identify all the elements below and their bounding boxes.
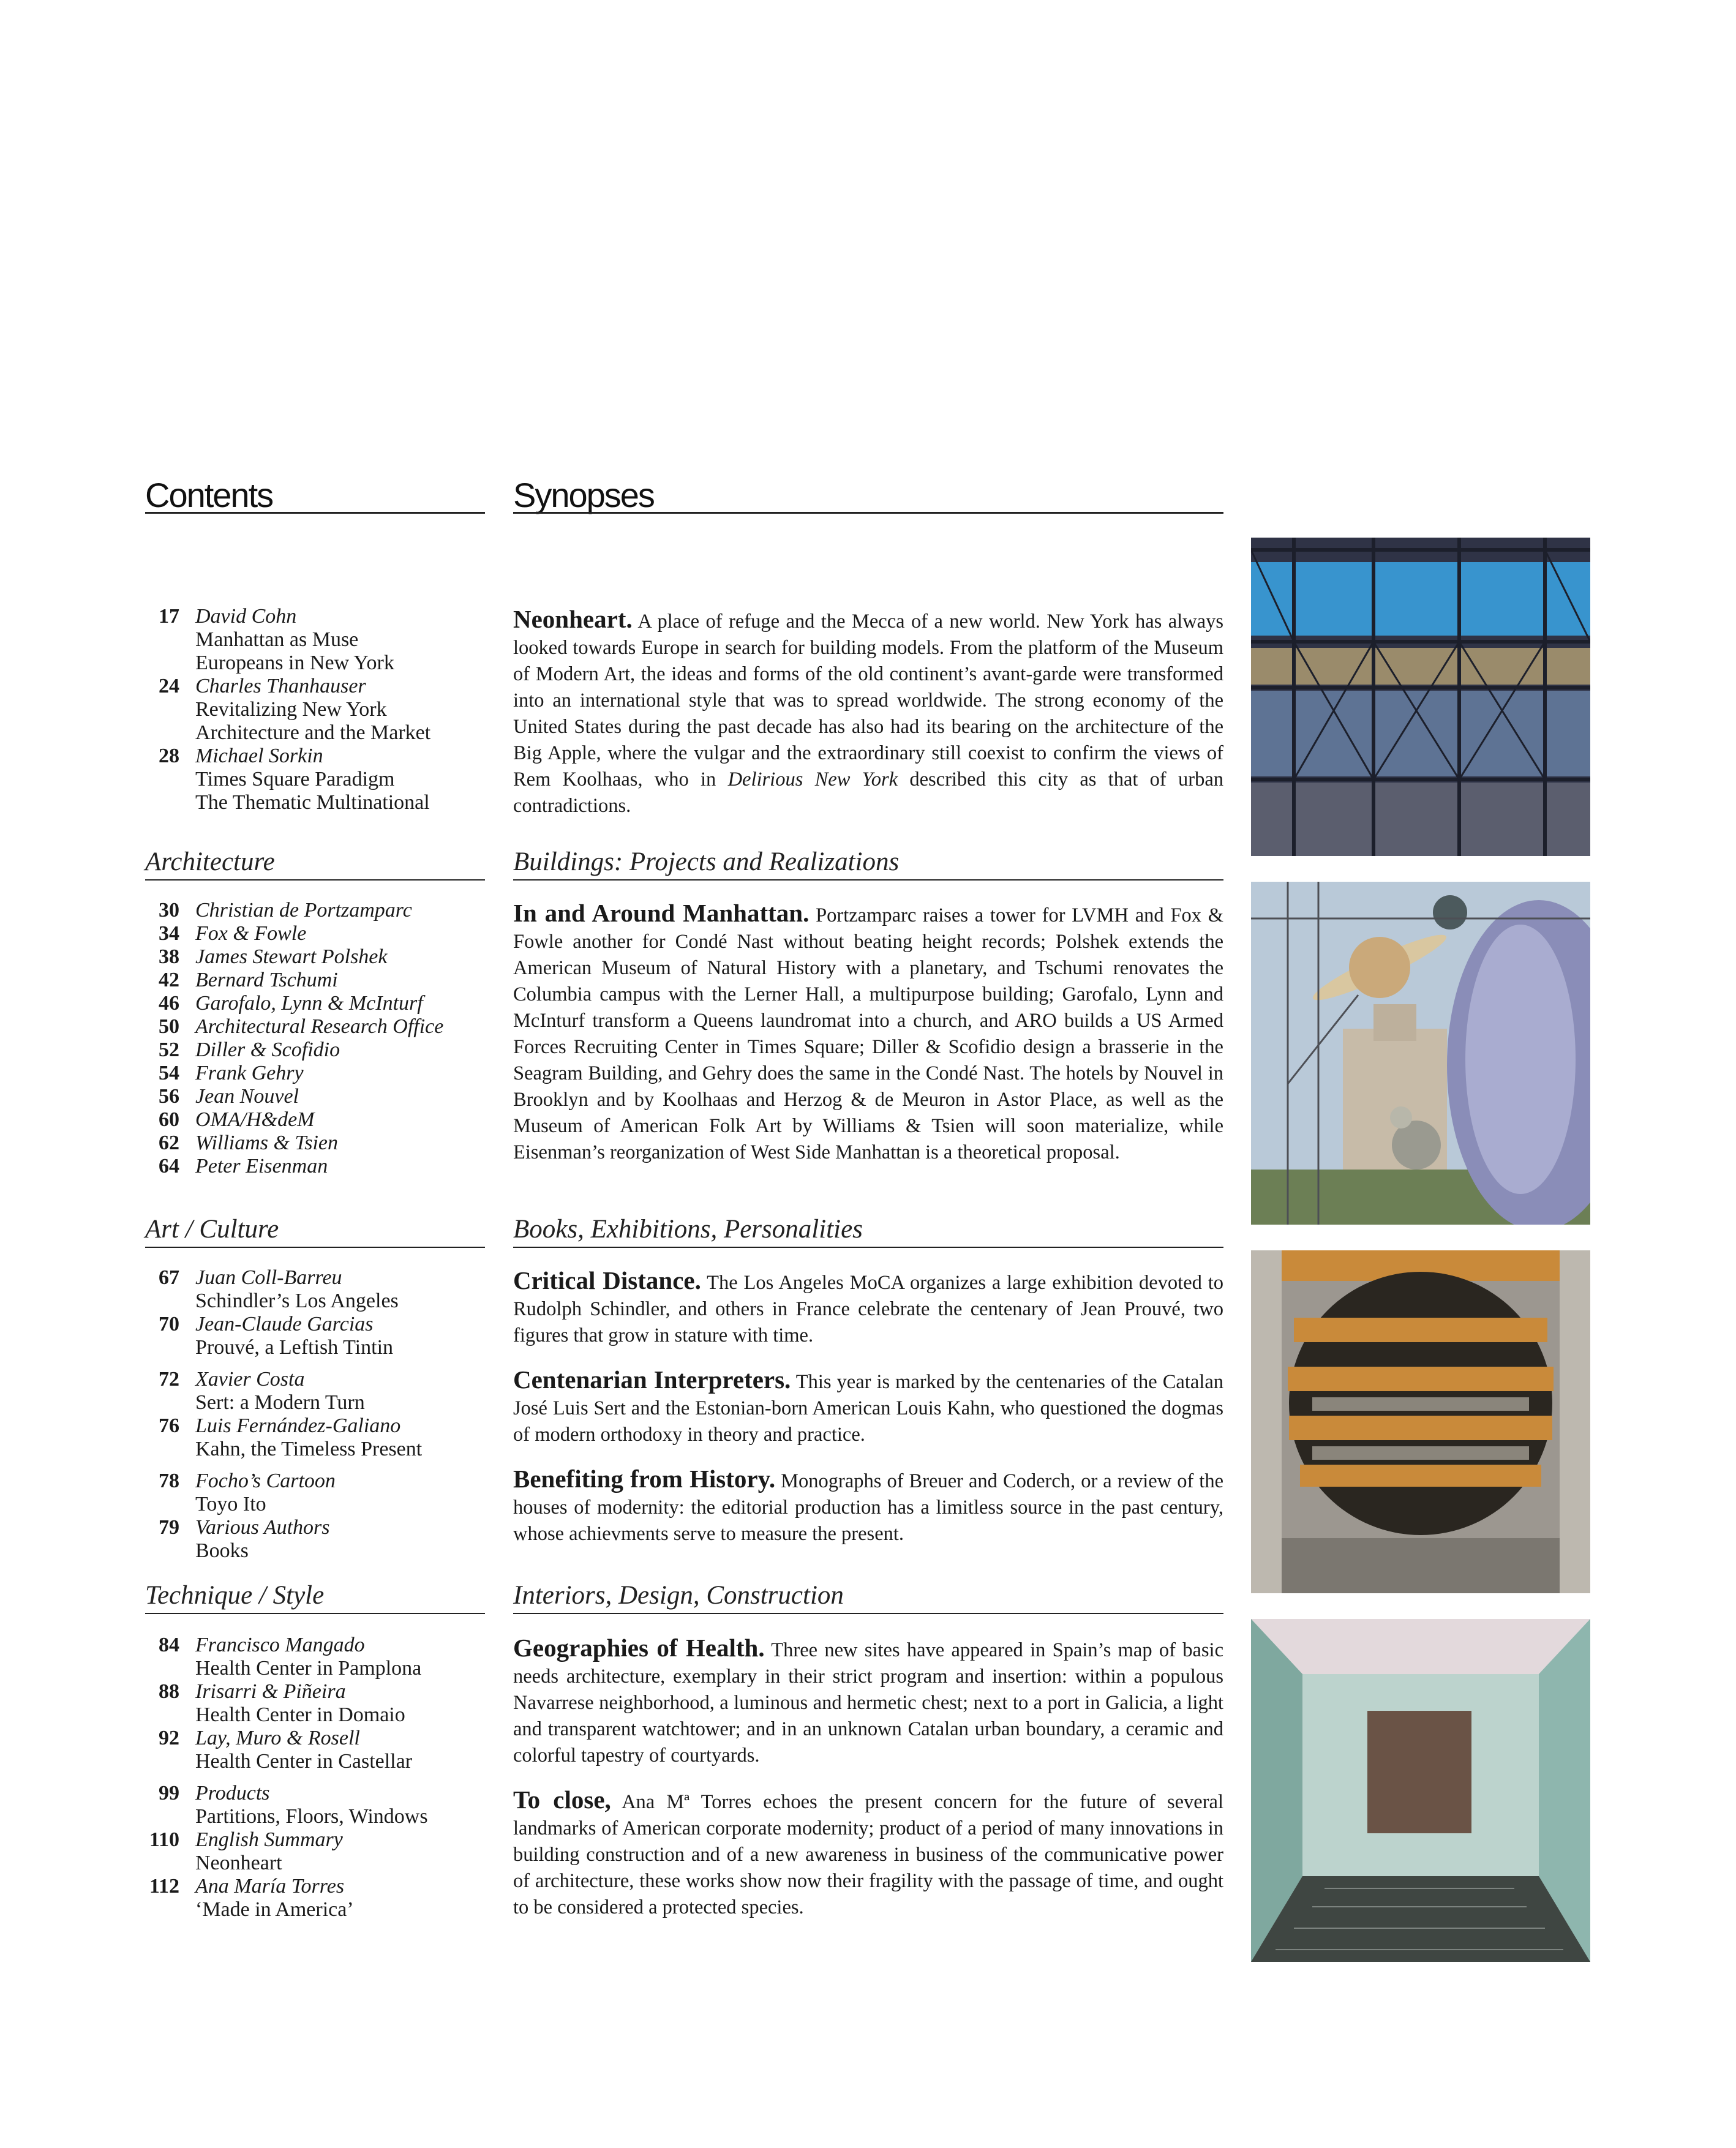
toc-entry[interactable] — [145, 1062, 488, 1085]
toc-entry[interactable] — [145, 969, 488, 992]
toc-page-number: 54 — [159, 1062, 179, 1084]
toc-author: David Cohn — [195, 605, 297, 628]
synopsis-text: A place of refuge and the Mecca of a new world. New York has always looked towards Europe in search for building models. From the platform of the Museum of Modern Art, the ideas and forms of the old continent’s avant-garde were transformed into an international style that was to spread worldwide. The strong economy of the United States during the past decade has also had its bearing on the architecture of the Big Apple, where the vulgar and the extraordinary still coexist to confirm the views of Rem Koolhaas, who in — [513, 610, 1223, 790]
toc-page-number: 88 — [159, 1680, 179, 1703]
toc-entry[interactable] — [145, 1828, 488, 1875]
toc-author: James Stewart Polshek — [195, 945, 388, 968]
toc-entry[interactable] — [145, 1313, 488, 1359]
toc-title: Partitions, Floors, Windows — [195, 1805, 428, 1828]
toc-author: Luis Fernández-Galiano — [195, 1414, 401, 1437]
toc-entry[interactable] — [145, 1727, 488, 1773]
toc-technique-style — [145, 1634, 488, 1921]
synopsis-benefiting — [513, 1466, 1223, 1547]
toc-entry[interactable] — [145, 1015, 488, 1038]
toc-title: Kahn, the Timeless Present — [195, 1438, 423, 1460]
synopsis-italic-title: Delirious New York — [727, 768, 898, 790]
toc-entry[interactable] — [145, 1155, 488, 1178]
synopsis-text: Portzamparc raises a tower for LVMH and Fox & Fowle another for Condé Nast without beating height records; Polshek extends the American Museum of Natural History with a planetary, and Tschumi renovates the Columbia campus with the Lerner Hall, a multipurpose building; Garofalo, Lynn and McInturf transform a Queens laundromat into a church, and ARO builds a US Armed Forces Recruiting Center in Times Square; Diller & Scofidio design a brasserie in the Seagram Building, and Gehry does the same in the Condé Nast. The hotels by Nouvel in Brooklyn and by Koolhaas and Herzog & de Meuron in Astor Place, as well as the Museum of American Folk Art by Williams & Tsien will soon materialize, while Eisenman’s reorganization of West Side Manhattan is a theoretical proposal. — [513, 904, 1223, 1163]
toc-title: The Thematic Multinational — [195, 791, 430, 814]
toc-entry[interactable] — [145, 992, 488, 1015]
contents-heading: Contents — [145, 476, 273, 514]
toc-page-number: 42 — [159, 969, 179, 991]
section-rule — [513, 1247, 1223, 1248]
toc-author: Juan Coll-Barreu — [195, 1266, 342, 1289]
toc-author: Ana María Torres — [195, 1875, 345, 1898]
toc-entry[interactable] — [145, 1266, 488, 1313]
toc-page-number: 72 — [159, 1368, 179, 1391]
photo-glass-corridor — [1251, 1619, 1590, 1962]
section-title-art-culture: Art / Culture — [145, 1215, 279, 1244]
toc-page-number: 30 — [159, 899, 179, 922]
synopsis-lead: Critical Distance. — [513, 1266, 701, 1294]
toc-entry[interactable] — [145, 1414, 488, 1461]
synopsis-geographies — [513, 1635, 1223, 1769]
synopsis-text: This year is marked by the centenaries of the Catalan José Luis Sert and the Estonian-born American Louis Kahn, who questioned the dogmas of modern orthodoxy in theory and practice. — [513, 1371, 1223, 1446]
section-rule — [145, 1613, 485, 1614]
synopses-heading: Synopses — [513, 476, 654, 514]
toc-page-number: 76 — [159, 1414, 179, 1437]
toc-page-number: 50 — [159, 1015, 179, 1038]
toc-page-number: 79 — [159, 1516, 179, 1539]
toc-title: Books — [195, 1539, 249, 1562]
toc-entry[interactable] — [145, 1680, 488, 1727]
synopsis-lead: Geographies of Health. — [513, 1634, 765, 1662]
photo-concrete-library — [1251, 1250, 1590, 1593]
synopsis-text: described this city as that of urban contradictions. — [513, 768, 1223, 817]
toc-author: Lay, Muro & Rosell — [195, 1727, 360, 1749]
toc-entry[interactable] — [145, 899, 488, 922]
toc-page-number: 112 — [149, 1875, 179, 1898]
toc-page-number: 17 — [159, 605, 179, 628]
section-title-architecture: Architecture — [145, 847, 275, 876]
toc-author: Francisco Mangado — [195, 1634, 365, 1656]
synopsis-to-close — [513, 1787, 1223, 1921]
synopsis-lead: Centenarian Interpreters. — [513, 1365, 791, 1394]
toc-author: Fox & Fowle — [195, 922, 307, 945]
toc-art-culture — [145, 1266, 488, 1563]
toc-entry[interactable] — [145, 745, 488, 814]
toc-title: Europeans in New York — [195, 652, 394, 674]
spacer — [145, 1773, 488, 1782]
synopsis-section-books: Books, Exhibitions, Personalities — [513, 1215, 863, 1244]
toc-page-number: 99 — [159, 1782, 179, 1804]
synopsis-text: The Los Angeles MoCA organizes a large exhibition devoted to Rudolph Schindler, and others in France celebrate the centenary of Jean Prouvé, two figures that grow in stature with time. — [513, 1272, 1224, 1346]
toc-page-number: 38 — [159, 945, 179, 968]
toc-page-number: 24 — [159, 675, 179, 697]
toc-author: OMA/H&deM — [195, 1108, 315, 1131]
toc-title: Sert: a Modern Turn — [195, 1391, 365, 1414]
toc-author: Bernard Tschumi — [195, 969, 338, 991]
toc-intro — [145, 605, 488, 814]
toc-page-number: 84 — [159, 1634, 179, 1656]
section-rule — [145, 879, 485, 881]
toc-author: Christian de Portzamparc — [195, 899, 412, 922]
synopsis-text: Ana Mª Torres echoes the present concern for the future of several landmarks of American corporate modernity; product of a period of many innovations in building construction and of a new awareness in business of the communicative power of architecture, these works show now their fragility with the passage of time, and ought to be considered a protected species. — [513, 1791, 1223, 1918]
toc-author: Xavier Costa — [195, 1368, 305, 1391]
toc-entry[interactable] — [145, 1038, 488, 1062]
toc-page-number: 70 — [159, 1313, 179, 1335]
synopsis-text: Monographs of Breuer and Coderch, or a review of the houses of modernity: the editorial production has a limitless source in the past century, whose achievments serve to measure the present. — [513, 1470, 1224, 1545]
toc-title: Revitalizing New York — [195, 698, 387, 721]
toc-page-number: 62 — [159, 1132, 179, 1154]
toc-author: Focho’s Cartoon — [195, 1470, 336, 1492]
synopses-heading-rule — [513, 512, 1223, 514]
toc-author: Products — [195, 1782, 270, 1804]
toc-author: Jean-Claude Garcias — [195, 1313, 374, 1335]
toc-author: Charles Thanhauser — [195, 675, 366, 697]
toc-entry[interactable] — [145, 945, 488, 969]
synopsis-centenarian — [513, 1367, 1223, 1448]
synopsis-lead: In and Around Manhattan. — [513, 899, 810, 927]
toc-entry[interactable] — [145, 1782, 488, 1828]
toc-title: Prouvé, a Leftish Tintin — [195, 1336, 394, 1359]
toc-title: ‘Made in America’ — [195, 1898, 354, 1921]
toc-page-number: 46 — [159, 992, 179, 1015]
toc-architecture — [145, 899, 488, 1178]
toc-author: Architectural Research Office — [195, 1015, 444, 1038]
toc-entry[interactable] — [145, 1132, 488, 1155]
toc-entry[interactable] — [145, 675, 488, 745]
toc-page-number: 92 — [159, 1727, 179, 1749]
toc-page-number: 52 — [159, 1038, 179, 1061]
toc-page-number: 78 — [159, 1470, 179, 1492]
toc-page-number: 34 — [159, 922, 179, 945]
synopsis-manhattan — [513, 900, 1223, 1166]
toc-page-number: 56 — [159, 1085, 179, 1108]
toc-entry[interactable] — [145, 1634, 488, 1680]
synopsis-critical-distance — [513, 1267, 1223, 1349]
toc-entry[interactable] — [145, 1085, 488, 1108]
photo-planetarium — [1251, 882, 1590, 1225]
synopsis-lead: To close, — [513, 1786, 611, 1814]
toc-title: Times Square Paradigm — [195, 768, 395, 790]
toc-title: Health Center in Pamplona — [195, 1657, 422, 1680]
contents-heading-rule — [145, 512, 485, 514]
section-title-technique-style: Technique / Style — [145, 1581, 325, 1610]
toc-title: Health Center in Castellar — [195, 1750, 413, 1773]
section-rule — [513, 1613, 1223, 1614]
spacer — [145, 1461, 488, 1470]
toc-author: Williams & Tsien — [195, 1132, 339, 1154]
toc-author: Irisarri & Piñeira — [195, 1680, 346, 1703]
synopsis-section-interiors: Interiors, Design, Construction — [513, 1581, 844, 1610]
photo-neon-structure — [1251, 538, 1590, 856]
synopsis-lead: Benefiting from History. — [513, 1465, 776, 1493]
toc-author: Jean Nouvel — [195, 1085, 299, 1108]
toc-author: Garofalo, Lynn & McInturf — [195, 992, 423, 1015]
synopsis-lead: Neonheart. — [513, 605, 633, 633]
toc-page-number: 28 — [159, 745, 179, 767]
toc-page-number: 110 — [149, 1828, 179, 1851]
toc-title: Health Center in Domaio — [195, 1703, 405, 1726]
toc-entry[interactable] — [145, 1875, 488, 1921]
toc-entry[interactable] — [145, 1470, 488, 1516]
synopsis-section-buildings: Buildings: Projects and Realizations — [513, 847, 900, 876]
toc-entry[interactable] — [145, 922, 488, 945]
toc-page-number: 67 — [159, 1266, 179, 1289]
toc-entry[interactable] — [145, 1368, 488, 1414]
toc-author: Various Authors — [195, 1516, 330, 1539]
toc-author: Diller & Scofidio — [195, 1038, 340, 1061]
section-rule — [513, 879, 1223, 881]
toc-entry[interactable] — [145, 1516, 488, 1563]
toc-entry[interactable] — [145, 605, 488, 675]
synopsis-neonheart — [513, 606, 1223, 819]
toc-title: Neonheart — [195, 1852, 282, 1874]
toc-title: Manhattan as Muse — [195, 628, 359, 651]
toc-page-number: 60 — [159, 1108, 179, 1131]
toc-entry[interactable] — [145, 1108, 488, 1132]
toc-title: Architecture and the Market — [195, 721, 431, 744]
synopsis-text: Three new sites have appeared in Spain’s map of basic needs architecture, exemplary in their strict program and insertion: within a populous Navarrese neighborhood, a luminous and hermetic chest; next to a port in Galicia, a light and transparent watchtower; and in an unknown Catalan urban boundary, a ceramic and colorful tapestry of courtyards. — [513, 1639, 1224, 1767]
toc-author: English Summary — [195, 1828, 343, 1851]
toc-author: Frank Gehry — [195, 1062, 304, 1084]
toc-title: Schindler’s Los Angeles — [195, 1290, 399, 1312]
spacer — [145, 1359, 488, 1368]
section-rule — [145, 1247, 485, 1248]
toc-title: Toyo Ito — [195, 1493, 266, 1515]
toc-author: Michael Sorkin — [195, 745, 323, 767]
toc-page-number: 64 — [159, 1155, 179, 1177]
toc-author: Peter Eisenman — [195, 1155, 328, 1177]
